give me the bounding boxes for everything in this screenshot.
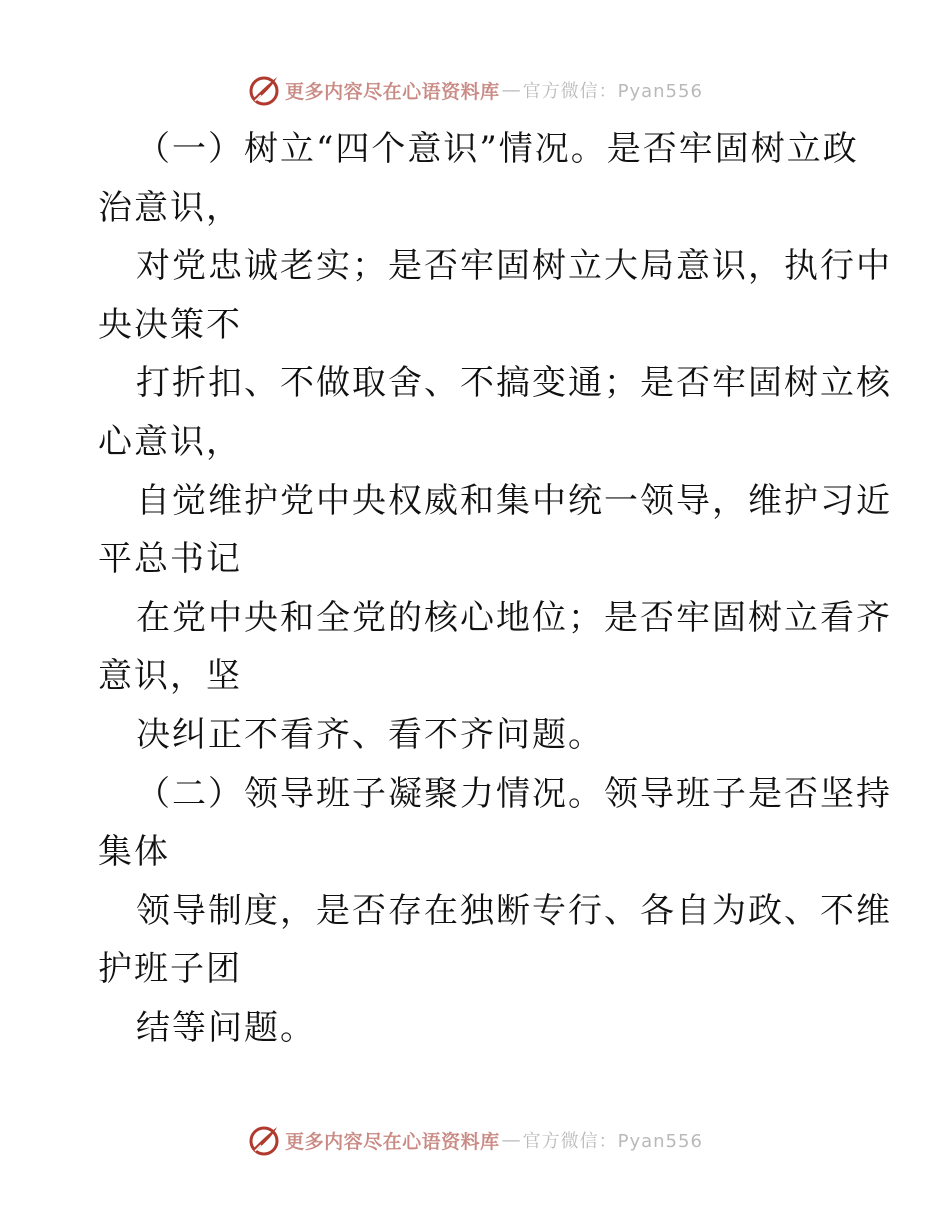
watermark-dash: —	[501, 1129, 521, 1151]
body-text-line: （一）树立“四个意识”情况。是否牢固树立政	[136, 129, 859, 169]
body-text-line: （二）领导班子凝聚力情况。领导班子是否坚持	[136, 773, 892, 814]
header-watermark	[0, 70, 950, 110]
body-text-line: 对党忠诚老实；是否牢固树立大局意识，执行中	[136, 246, 892, 287]
body-text-line: 央决策不	[98, 304, 242, 345]
body-text-line: 意识，坚	[98, 656, 242, 697]
body-text-line: 结等问题。	[136, 1007, 316, 1048]
body-text-line: 治意识，	[98, 187, 242, 228]
body-text-line: 在党中央和全党的核心地位；是否牢固树立看齐	[136, 597, 892, 638]
body-text-line: 平总书记	[98, 539, 242, 580]
body-text-line: 打折扣、不做取舍、不搞变通；是否牢固树立核	[136, 363, 892, 404]
watermark-sub-text: 官方微信：Pyan556	[522, 1131, 703, 1152]
footer-watermark	[0, 1120, 950, 1160]
body-text-line: 决纠正不看齐、看不齐问题。	[136, 714, 604, 755]
quill-logo-icon	[247, 73, 281, 107]
quill-logo-icon	[247, 1123, 281, 1157]
watermark-main-text: 更多内容尽在心语资料库	[285, 1130, 500, 1153]
body-text-line: 自觉维护党中央权威和集中统一领导，维护习近	[136, 480, 892, 521]
watermark-dash: —	[501, 79, 521, 101]
document-body	[98, 120, 892, 1058]
watermark-sub-text: 官方微信：Pyan556	[522, 81, 703, 102]
body-text-line: 心意识，	[98, 421, 242, 462]
body-text-line: 护班子团	[98, 949, 242, 990]
body-text-line: 集体	[98, 832, 170, 873]
body-text-line: 领导制度，是否存在独断专行、各自为政、不维	[136, 890, 892, 931]
watermark-main-text: 更多内容尽在心语资料库	[285, 80, 500, 103]
